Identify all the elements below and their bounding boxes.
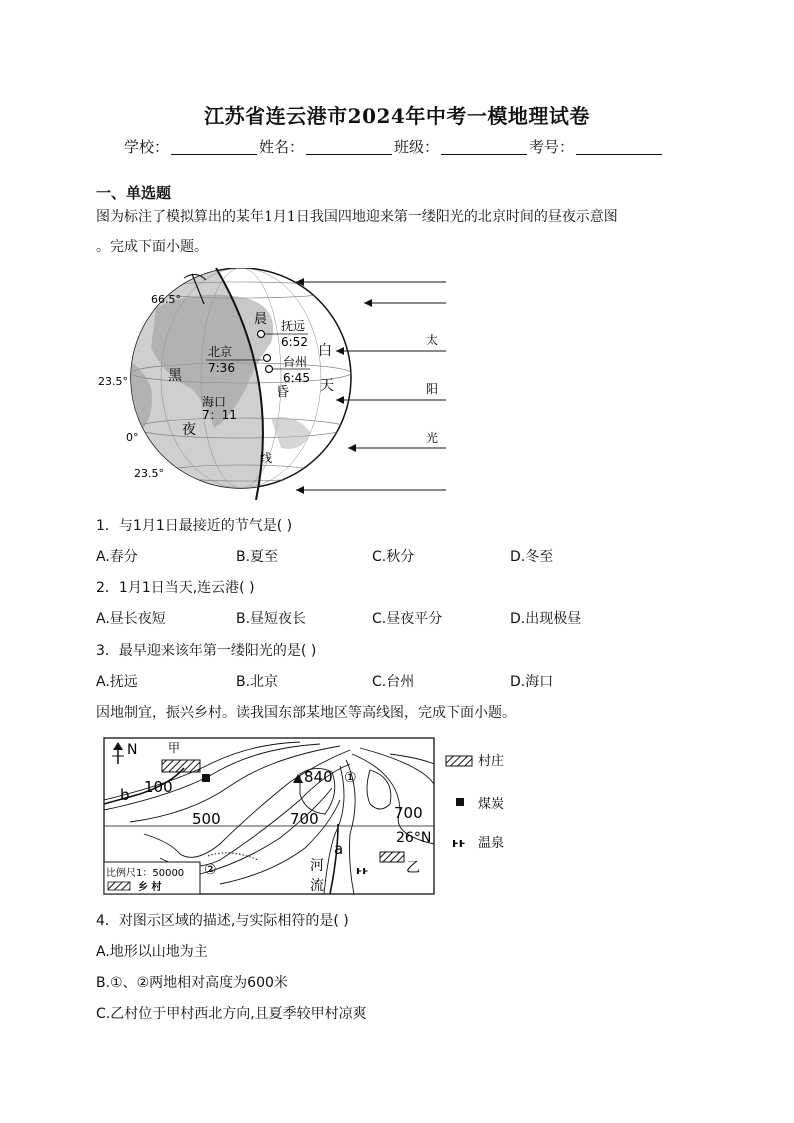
- question-3: 3．最早迎来该年第一缕阳光的是( ): [96, 643, 317, 659]
- north-label: N: [127, 742, 138, 758]
- school-label: 学校：: [124, 138, 170, 156]
- sunlight-char: 太: [426, 333, 439, 347]
- school-blank[interactable]: [171, 138, 257, 155]
- lat-label: 0°: [126, 431, 139, 444]
- option[interactable]: A.昼长夜短: [96, 611, 166, 627]
- coal-marker: [202, 774, 210, 782]
- point-2: ②: [204, 862, 217, 878]
- contour-map-figure: [100, 734, 520, 898]
- city-taizhou-time: 6:45: [283, 371, 310, 385]
- city-haikou: 海口: [202, 395, 227, 409]
- legend-spring: 温泉: [478, 836, 505, 851]
- lat-label: 66.5°: [151, 293, 181, 306]
- hot-spring-marker-icon: ⱶⱶ: [356, 864, 369, 877]
- class-label: 班级：: [394, 138, 440, 156]
- contour-label: 700: [394, 804, 423, 822]
- question-4: 4．对图示区域的描述,与实际相符的是( ): [96, 913, 349, 929]
- option[interactable]: D.海口: [510, 674, 554, 690]
- city-fuyuan: 抚远: [281, 319, 306, 333]
- question-4-option-b[interactable]: B.①、②两地相对高度为600米: [96, 975, 288, 991]
- lat-label: 23.5°: [134, 467, 164, 480]
- lat-label: 23.5°: [98, 375, 128, 388]
- stem1-line1: 图为标注了模拟算出的某年1月1日我国四地迎来第一缕阳光的北京时间的昼夜示意图: [96, 209, 618, 225]
- rural-swatch: [108, 882, 130, 890]
- city-point-beijing: [264, 355, 271, 362]
- option[interactable]: C.台州: [372, 674, 415, 690]
- city-haikou-time: 7：11: [202, 408, 237, 422]
- river-label: 流: [310, 878, 324, 894]
- question-4-option-a[interactable]: A.地形以山地为主: [96, 944, 208, 960]
- option[interactable]: C.昼夜平分: [372, 611, 443, 627]
- question-1: 1．与1月1日最接近的节气是( ): [96, 518, 293, 534]
- city-beijing-time: 7:36: [208, 361, 235, 375]
- option[interactable]: B.北京: [236, 674, 279, 690]
- name-blank[interactable]: [306, 138, 392, 155]
- village-yi: [380, 852, 404, 862]
- option[interactable]: B.昼短夜长: [236, 611, 307, 627]
- city-point-fuyuan: [258, 331, 265, 338]
- city-fuyuan-time: 6:52: [281, 335, 308, 349]
- option[interactable]: C.秋分: [372, 549, 415, 565]
- contour-label: 500: [192, 810, 221, 828]
- legend-coal-swatch: [456, 798, 464, 806]
- point-1: ①: [344, 770, 357, 786]
- legend-village-swatch: [446, 756, 472, 766]
- city-point-taizhou: [266, 366, 273, 373]
- name-label: 姓名：: [259, 138, 305, 156]
- exam-number-blank[interactable]: [576, 138, 662, 155]
- point-b: b: [120, 786, 130, 804]
- exam-title: 江苏省连云港市2024年中考一模地理试卷: [204, 104, 590, 128]
- option[interactable]: D.出现极昼: [510, 611, 582, 627]
- contour-label: 700: [290, 810, 319, 828]
- day-char: 白: [318, 343, 332, 359]
- city-beijing: 北京: [208, 345, 233, 359]
- sunlight-char: 阳: [426, 382, 439, 396]
- point-a: a: [334, 840, 344, 858]
- rural-label: 乡 村: [138, 882, 162, 893]
- scale-label: 比例尺1：50000: [106, 868, 185, 879]
- peak-elevation: 840: [304, 768, 333, 786]
- student-info-row: [124, 136, 664, 157]
- sunlight-char: 光: [426, 431, 439, 445]
- legend-coal: 煤炭: [478, 797, 505, 812]
- dusk-label: 昏: [276, 385, 290, 400]
- section-heading: 一、单选题: [96, 184, 172, 202]
- option[interactable]: A.春分: [96, 549, 138, 565]
- stem2: 因地制宜，振兴乡村。读我国东部某地区等高线图，完成下面小题。: [96, 705, 516, 721]
- village-jia: [162, 760, 200, 772]
- stem1-line2: 。完成下面小题。: [96, 239, 208, 255]
- question-2: 2．1月1日当天,连云港( ): [96, 580, 255, 596]
- day-char: 天: [320, 378, 334, 394]
- option[interactable]: B.夏至: [236, 549, 279, 565]
- day-night-globe-figure: [96, 268, 456, 500]
- contour-label: 100: [144, 778, 173, 796]
- night-char: 黑: [168, 368, 182, 384]
- legend-village: 村庄: [478, 754, 505, 769]
- option[interactable]: D.冬至: [510, 549, 554, 565]
- exam-number-label: 考号：: [529, 138, 575, 156]
- river-label: 河: [310, 858, 324, 874]
- latitude-label: 26°N: [396, 830, 432, 846]
- legend-spring-icon: ⱶⱶ: [452, 836, 466, 850]
- village-yi-label: 乙: [406, 860, 420, 876]
- class-blank[interactable]: [441, 138, 527, 155]
- line-label: 线: [260, 451, 273, 465]
- question-4-option-c[interactable]: C.乙村位于甲村西北方向,且夏季较甲村凉爽: [96, 1006, 367, 1022]
- city-taizhou: 台州: [283, 355, 308, 369]
- village-jia-label: 甲: [168, 741, 181, 755]
- option[interactable]: A.抚远: [96, 674, 138, 690]
- dawn-label: 晨: [254, 312, 268, 327]
- night-char: 夜: [182, 422, 196, 438]
